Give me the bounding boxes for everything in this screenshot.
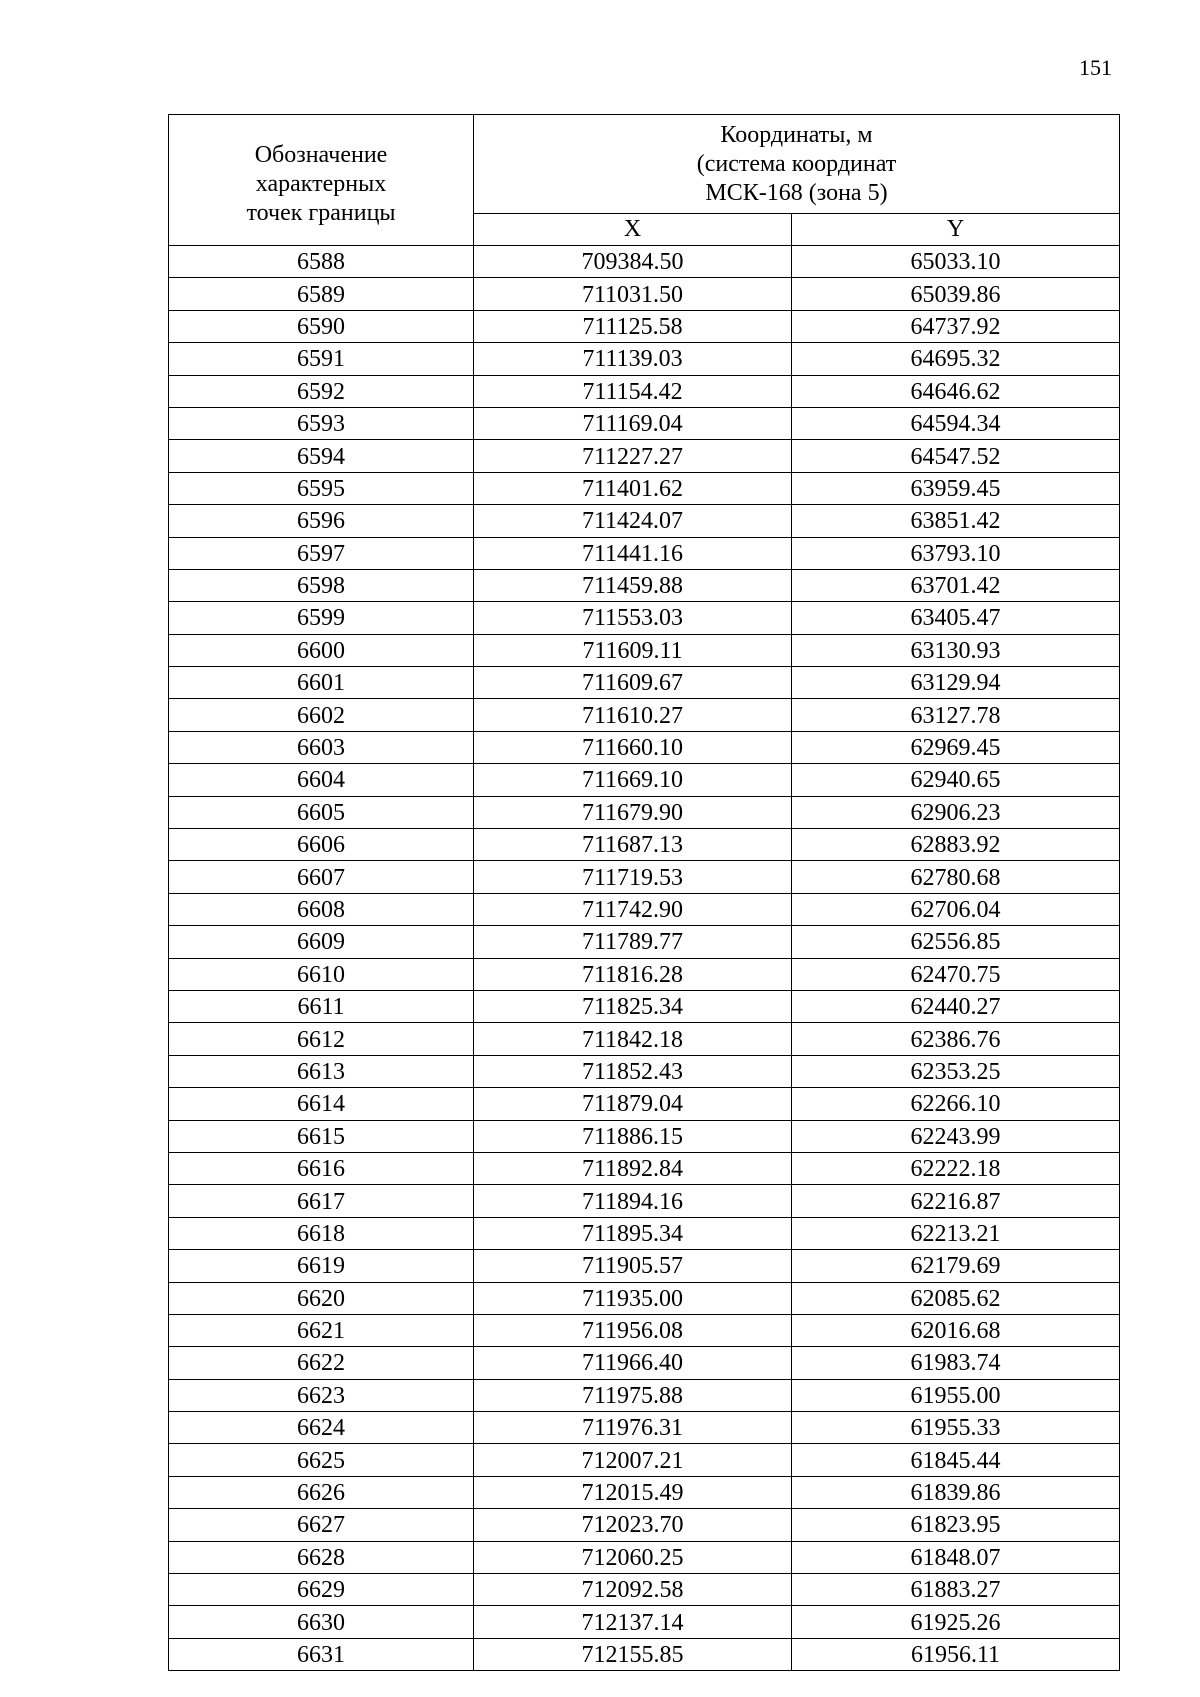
y-column-header: Y xyxy=(792,214,1120,246)
point-cell: 6628 xyxy=(169,1541,474,1573)
y-cell: 65033.10 xyxy=(792,246,1120,278)
table-row xyxy=(169,893,1120,925)
y-cell: 62470.75 xyxy=(792,958,1120,990)
y-cell: 61925.26 xyxy=(792,1606,1120,1638)
table-row xyxy=(169,667,1120,699)
y-cell: 62085.62 xyxy=(792,1282,1120,1314)
y-cell: 62780.68 xyxy=(792,861,1120,893)
x-cell: 711610.27 xyxy=(474,699,792,731)
point-header-line-2: характерных xyxy=(255,170,387,197)
y-cell: 62266.10 xyxy=(792,1088,1120,1120)
point-cell: 6597 xyxy=(169,537,474,569)
y-cell: 62969.45 xyxy=(792,731,1120,763)
y-cell: 63129.94 xyxy=(792,667,1120,699)
x-cell: 712007.21 xyxy=(474,1444,792,1476)
x-cell: 711956.08 xyxy=(474,1314,792,1346)
point-cell: 6599 xyxy=(169,602,474,634)
coords-header-line-2: (система координат xyxy=(696,150,897,177)
table-row xyxy=(169,1476,1120,1508)
y-cell: 64594.34 xyxy=(792,407,1120,439)
x-cell: 711894.16 xyxy=(474,1185,792,1217)
table-row xyxy=(169,861,1120,893)
point-cell: 6631 xyxy=(169,1638,474,1670)
table-row xyxy=(169,1120,1120,1152)
point-cell: 6591 xyxy=(169,343,474,375)
point-cell: 6596 xyxy=(169,505,474,537)
x-cell: 711976.31 xyxy=(474,1412,792,1444)
y-cell: 62016.68 xyxy=(792,1314,1120,1346)
x-cell: 711459.88 xyxy=(474,569,792,601)
x-column-header: X xyxy=(474,214,792,246)
point-cell: 6627 xyxy=(169,1509,474,1541)
x-cell: 711687.13 xyxy=(474,829,792,861)
point-cell: 6615 xyxy=(169,1120,474,1152)
point-cell: 6624 xyxy=(169,1412,474,1444)
table-row xyxy=(169,310,1120,342)
table-row xyxy=(169,796,1120,828)
point-cell: 6604 xyxy=(169,764,474,796)
point-header-line-1: Обозначение xyxy=(254,141,388,168)
point-cell: 6611 xyxy=(169,990,474,1022)
x-cell: 711742.90 xyxy=(474,893,792,925)
y-cell: 61983.74 xyxy=(792,1347,1120,1379)
x-cell: 711905.57 xyxy=(474,1250,792,1282)
x-cell: 711842.18 xyxy=(474,1023,792,1055)
y-cell: 61883.27 xyxy=(792,1574,1120,1606)
x-cell: 711227.27 xyxy=(474,440,792,472)
table-row xyxy=(169,1282,1120,1314)
table-row xyxy=(169,1055,1120,1087)
x-cell: 711975.88 xyxy=(474,1379,792,1411)
y-cell: 61955.33 xyxy=(792,1412,1120,1444)
point-cell: 6620 xyxy=(169,1282,474,1314)
point-cell: 6621 xyxy=(169,1314,474,1346)
table-row xyxy=(169,1347,1120,1379)
table-row xyxy=(169,278,1120,310)
x-cell: 711169.04 xyxy=(474,407,792,439)
table-row xyxy=(169,1574,1120,1606)
x-cell: 711401.62 xyxy=(474,472,792,504)
table-row xyxy=(169,440,1120,472)
point-cell: 6609 xyxy=(169,926,474,958)
point-cell: 6595 xyxy=(169,472,474,504)
y-cell: 63127.78 xyxy=(792,699,1120,731)
point-cell: 6625 xyxy=(169,1444,474,1476)
x-cell: 711441.16 xyxy=(474,537,792,569)
table-row xyxy=(169,1152,1120,1184)
y-cell: 61955.00 xyxy=(792,1379,1120,1411)
point-cell: 6607 xyxy=(169,861,474,893)
y-cell: 62883.92 xyxy=(792,829,1120,861)
point-cell: 6630 xyxy=(169,1606,474,1638)
y-cell: 62440.27 xyxy=(792,990,1120,1022)
table-row xyxy=(169,990,1120,1022)
table-row xyxy=(169,1638,1120,1670)
table-row xyxy=(169,764,1120,796)
y-cell: 63793.10 xyxy=(792,537,1120,569)
table-row xyxy=(169,926,1120,958)
y-cell: 62213.21 xyxy=(792,1217,1120,1249)
table-row xyxy=(169,731,1120,763)
point-cell: 6608 xyxy=(169,893,474,925)
y-cell: 62386.76 xyxy=(792,1023,1120,1055)
x-cell: 712015.49 xyxy=(474,1476,792,1508)
point-cell: 6618 xyxy=(169,1217,474,1249)
table-row xyxy=(169,472,1120,504)
y-cell: 62243.99 xyxy=(792,1120,1120,1152)
x-cell: 711125.58 xyxy=(474,310,792,342)
table-row xyxy=(169,958,1120,990)
y-cell: 62906.23 xyxy=(792,796,1120,828)
point-cell: 6623 xyxy=(169,1379,474,1411)
y-cell: 62706.04 xyxy=(792,893,1120,925)
x-cell: 711892.84 xyxy=(474,1152,792,1184)
x-cell: 711424.07 xyxy=(474,505,792,537)
table-row xyxy=(169,634,1120,666)
y-cell: 63130.93 xyxy=(792,634,1120,666)
x-cell: 711789.77 xyxy=(474,926,792,958)
point-cell: 6594 xyxy=(169,440,474,472)
x-cell: 712137.14 xyxy=(474,1606,792,1638)
point-cell: 6610 xyxy=(169,958,474,990)
table-row xyxy=(169,1088,1120,1120)
point-cell: 6598 xyxy=(169,569,474,601)
coordinates-table xyxy=(168,114,1120,1671)
coords-header-line-3: МСК-168 (зона 5) xyxy=(705,179,888,206)
y-cell: 61956.11 xyxy=(792,1638,1120,1670)
y-cell: 63701.42 xyxy=(792,569,1120,601)
y-cell: 64547.52 xyxy=(792,440,1120,472)
point-cell: 6606 xyxy=(169,829,474,861)
coords-header-line-1: Координаты, м xyxy=(720,121,873,148)
point-cell: 6617 xyxy=(169,1185,474,1217)
y-cell: 63959.45 xyxy=(792,472,1120,504)
point-header-line-3: точек границы xyxy=(246,199,396,226)
table-row xyxy=(169,1412,1120,1444)
point-cell: 6603 xyxy=(169,731,474,763)
table-row xyxy=(169,1606,1120,1638)
x-cell: 711825.34 xyxy=(474,990,792,1022)
x-cell: 711609.67 xyxy=(474,667,792,699)
x-cell: 712023.70 xyxy=(474,1509,792,1541)
x-cell: 711935.00 xyxy=(474,1282,792,1314)
x-cell: 711154.42 xyxy=(474,375,792,407)
table-row xyxy=(169,505,1120,537)
y-cell: 65039.86 xyxy=(792,278,1120,310)
page-number: 151 xyxy=(1079,55,1112,80)
point-cell: 6626 xyxy=(169,1476,474,1508)
point-cell: 6614 xyxy=(169,1088,474,1120)
table-row xyxy=(169,1541,1120,1573)
point-cell: 6592 xyxy=(169,375,474,407)
x-cell: 711679.90 xyxy=(474,796,792,828)
table-header xyxy=(169,115,1120,246)
y-cell: 62353.25 xyxy=(792,1055,1120,1087)
x-cell: 711609.11 xyxy=(474,634,792,666)
x-cell: 711719.53 xyxy=(474,861,792,893)
point-cell: 6593 xyxy=(169,407,474,439)
table-row xyxy=(169,375,1120,407)
y-cell: 61823.95 xyxy=(792,1509,1120,1541)
table-row xyxy=(169,569,1120,601)
point-cell: 6605 xyxy=(169,796,474,828)
table-row xyxy=(169,537,1120,569)
y-cell: 62222.18 xyxy=(792,1152,1120,1184)
y-cell: 61848.07 xyxy=(792,1541,1120,1573)
y-cell: 64737.92 xyxy=(792,310,1120,342)
table-row xyxy=(169,1314,1120,1346)
y-cell: 62940.65 xyxy=(792,764,1120,796)
point-cell: 6613 xyxy=(169,1055,474,1087)
y-cell: 61839.86 xyxy=(792,1476,1120,1508)
x-cell: 711660.10 xyxy=(474,731,792,763)
y-cell: 61845.44 xyxy=(792,1444,1120,1476)
table-row xyxy=(169,343,1120,375)
x-cell: 711669.10 xyxy=(474,764,792,796)
x-cell: 711966.40 xyxy=(474,1347,792,1379)
x-cell: 711816.28 xyxy=(474,958,792,990)
table-row xyxy=(169,407,1120,439)
table-row xyxy=(169,1379,1120,1411)
x-cell: 711886.15 xyxy=(474,1120,792,1152)
coordinates-header xyxy=(474,115,1120,214)
point-designation-header xyxy=(169,115,474,246)
y-cell: 62216.87 xyxy=(792,1185,1120,1217)
table-body xyxy=(169,246,1120,1671)
table-row xyxy=(169,1509,1120,1541)
y-cell: 64646.62 xyxy=(792,375,1120,407)
x-cell: 711031.50 xyxy=(474,278,792,310)
point-cell: 6590 xyxy=(169,310,474,342)
table-row xyxy=(169,1250,1120,1282)
point-cell: 6629 xyxy=(169,1574,474,1606)
y-cell: 62179.69 xyxy=(792,1250,1120,1282)
point-cell: 6619 xyxy=(169,1250,474,1282)
y-cell: 64695.32 xyxy=(792,343,1120,375)
x-cell: 712155.85 xyxy=(474,1638,792,1670)
x-cell: 711895.34 xyxy=(474,1217,792,1249)
table-row xyxy=(169,246,1120,278)
table-row xyxy=(169,829,1120,861)
y-cell: 63405.47 xyxy=(792,602,1120,634)
point-cell: 6612 xyxy=(169,1023,474,1055)
x-cell: 709384.50 xyxy=(474,246,792,278)
table-row xyxy=(169,1217,1120,1249)
point-cell: 6600 xyxy=(169,634,474,666)
x-cell: 712092.58 xyxy=(474,1574,792,1606)
x-cell: 711139.03 xyxy=(474,343,792,375)
table-row xyxy=(169,1185,1120,1217)
y-cell: 62556.85 xyxy=(792,926,1120,958)
y-cell: 63851.42 xyxy=(792,505,1120,537)
point-cell: 6601 xyxy=(169,667,474,699)
point-cell: 6622 xyxy=(169,1347,474,1379)
x-cell: 711879.04 xyxy=(474,1088,792,1120)
table-row xyxy=(169,1444,1120,1476)
table-row xyxy=(169,1023,1120,1055)
point-cell: 6602 xyxy=(169,699,474,731)
point-cell: 6616 xyxy=(169,1152,474,1184)
x-cell: 711553.03 xyxy=(474,602,792,634)
point-cell: 6589 xyxy=(169,278,474,310)
table-row xyxy=(169,602,1120,634)
table-row xyxy=(169,699,1120,731)
x-cell: 711852.43 xyxy=(474,1055,792,1087)
x-cell: 712060.25 xyxy=(474,1541,792,1573)
point-cell: 6588 xyxy=(169,246,474,278)
